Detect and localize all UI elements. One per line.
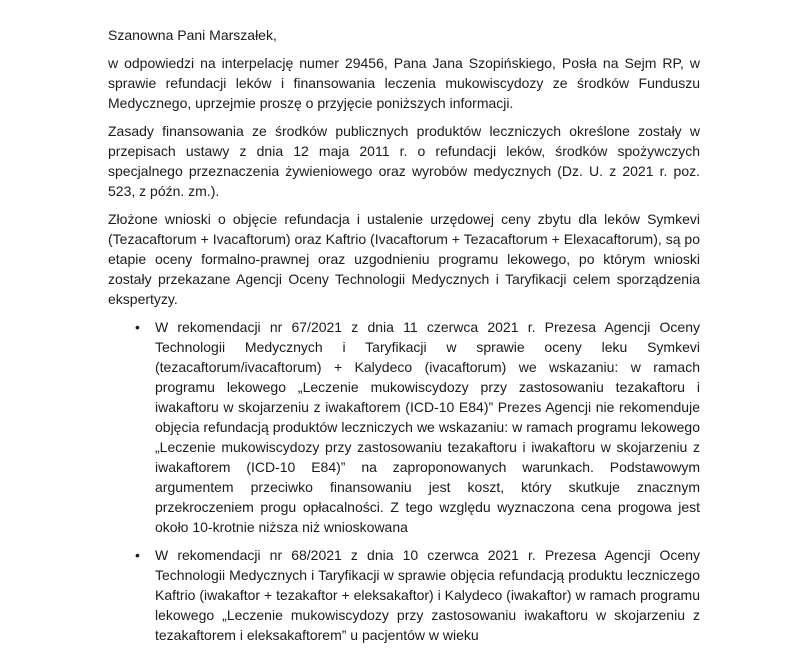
- recommendations-list: [108, 317, 700, 645]
- list-item-text: W rekomendacji nr 67/2021 z dnia 11 czerwca 2021 r. Prezesa Agencji Oceny Technologii Medycznych i Taryfikacji w sprawie oceny leku Symkevi (tezacaftorum/ivacaftorum) + Kalydeco (ivacaftorum) we wskazaniu: w ramach programu lekowego „Leczenie mukowiscydozy przy zastosowaniu tezakaftoru i iwakaftoru w skojarzeniu z iwakaftorem (ICD-10 E84)” Prezes Agencji nie rekomenduje objęcia refundacją produktów leczniczych we wskazaniu: w ramach programu lekowego „Leczenie mukowiscydozy przy zastosowaniu tezakaftoru i iwakaftoru w skojarzeniu z iwakaftorem (ICD-10 E84)” na zaproponowanych warunkach. Podstawowym argumentem przeciwko finansowaniu jest koszt, który skutkuje znacznym przekroczeniem progu opłacalności. Z tego względu wyznaczona cena progowa jest około 10-krotnie niższa niż wnioskowana: [155, 319, 700, 535]
- paragraph-submitted-applications: Złożone wnioski o objęcie refundacja i ustalenie urzędowej ceny zbytu dla leków Symkevi (Tezacaftorum + Ivacaftorum) oraz Kaftrio (Ivacaftorum + Tezacaftorum + Elexacaftorum), są po etapie oceny formalno-prawnej oraz uzgodnieniu programu lekowego, po którym wnioski zostały przekazane Agencji Oceny Technologii Medycznych i Taryfikacji celem sporządzenia ekspertyzy.: [108, 211, 700, 307]
- list-item-recommendation-67-2021: [108, 317, 700, 537]
- paragraph-interpellation-intro: w odpowiedzi na interpelację numer 29456, Pana Jana Szopińskiego, Posła na Sejm RP, w sprawie refundacji leków i finansowania leczenia mukowiscydozy ze środków Funduszu Medycznego, uprzejmie proszę o przyjęcie poniższych informacji.: [108, 55, 700, 111]
- bullet-icon: •: [135, 547, 140, 563]
- list-item-recommendation-68-2021: [108, 545, 700, 645]
- list-item-text: W rekomendacji nr 68/2021 z dnia 10 czerwca 2021 r. Prezesa Agencji Oceny Technologii Medycznych i Taryfikacji w sprawie objęcia refundacją produktu leczniczego Kaftrio (iwakaftor + tezakaftor + eleksakaftor) i Kalydeco (iwakaftor) w ramach programu lekowego „Leczenie mukowiscydozy przy zastosowaniu iwakaftoru w skojarzeniu z tezakaftorem i eleksakaftorem” u pacjentów w wieku: [155, 547, 700, 643]
- bullet-icon: •: [135, 319, 140, 335]
- paragraph-legal-basis: Zasady finansowania ze środków publicznych produktów leczniczych określone zostały w przepisach ustawy z dnia 12 maja 2011 r. o refundacji leków, środków spożywczych specjalnego przeznaczenia żywieniowego oraz wyrobów medycznych (Dz. U. z 2021 r. poz. 523, z późn. zm.).: [108, 123, 700, 199]
- salutation-line: Szanowna Pani Marszałek,: [108, 27, 277, 43]
